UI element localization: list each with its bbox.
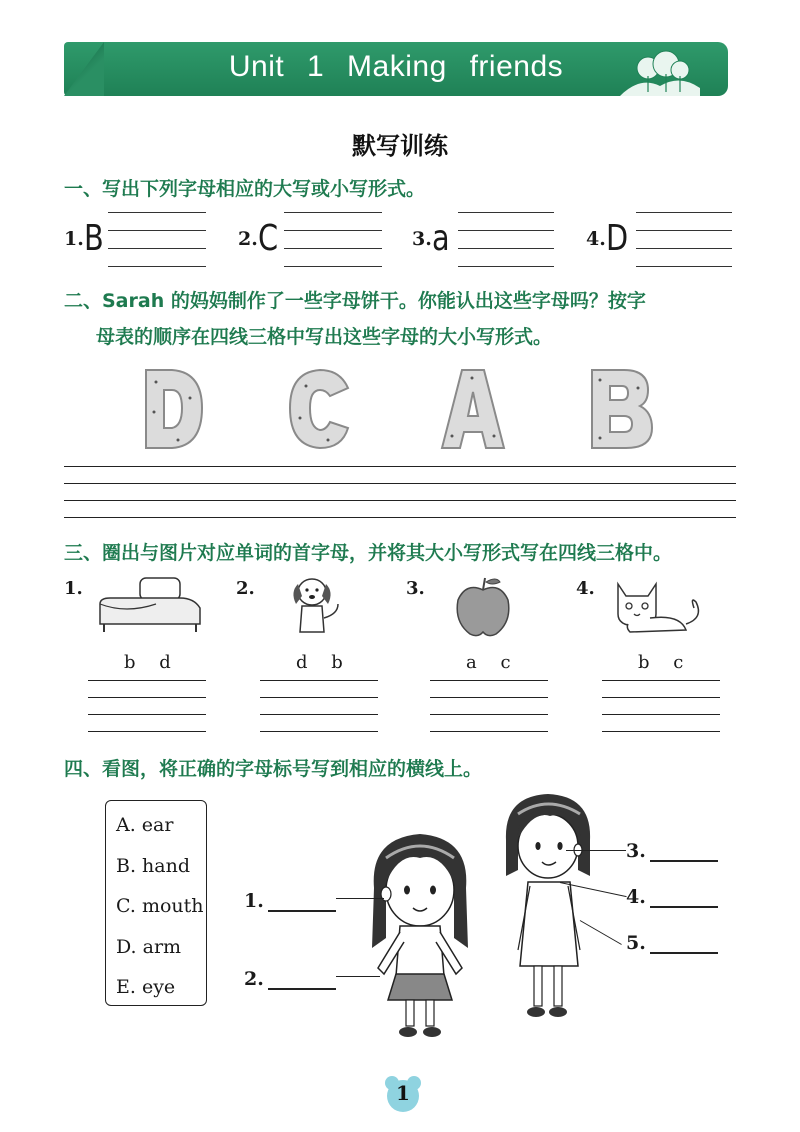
option-arm: D. arm xyxy=(116,935,182,958)
apple-icon xyxy=(452,574,514,638)
blank-label-4: 4. xyxy=(626,886,646,908)
unit-title: Unit 1 Making friends xyxy=(228,50,564,83)
writing-lines[interactable] xyxy=(636,212,732,266)
answer-blank-5[interactable] xyxy=(650,952,718,954)
pointer-line-2 xyxy=(336,976,380,977)
cookie-letter-c-icon xyxy=(284,362,354,454)
page-number-badge xyxy=(383,1074,423,1114)
option-mouth: C. mouth xyxy=(116,895,204,917)
section4-title: 四、看图，将正确的字母标号写到相应的横线上。 xyxy=(64,758,483,780)
section2-title-line1: 二、Sarah 的妈妈制作了一些字母饼干。你能认出这些字母吗？按字 xyxy=(64,290,646,312)
given-letter: C xyxy=(258,218,278,259)
item-number: 2. xyxy=(238,228,258,250)
answer-blank-2[interactable] xyxy=(268,988,336,990)
cookie-letter-a-icon xyxy=(438,362,508,454)
item-number: 3. xyxy=(412,228,432,250)
item-number: 2. xyxy=(236,578,255,599)
cookie-letter-d-icon xyxy=(138,362,208,454)
writing-lines[interactable] xyxy=(88,680,206,732)
page-heading: 默写训练 xyxy=(352,132,448,160)
section2-title-line2: 母表的顺序在四线三格中写出这些字母的大小写形式。 xyxy=(96,326,553,348)
section1-item xyxy=(586,208,736,272)
letter-choices[interactable]: b d xyxy=(124,652,171,673)
writing-lines-wide[interactable] xyxy=(64,466,736,518)
cookie-letter-b-icon xyxy=(586,362,656,454)
section1-title: 一、写出下列字母相应的大写或小写形式。 xyxy=(64,178,426,200)
section1-item xyxy=(64,208,214,272)
given-letter: B xyxy=(84,218,103,259)
option-ear: A. ear xyxy=(116,814,174,836)
item-number: 1. xyxy=(64,228,84,250)
writing-lines[interactable] xyxy=(430,680,548,732)
section1-item xyxy=(238,208,388,272)
answer-blank-1[interactable] xyxy=(268,910,336,912)
answer-blank-3[interactable] xyxy=(650,860,718,862)
option-hand: B. hand xyxy=(116,854,191,877)
writing-lines[interactable] xyxy=(602,680,720,732)
section1-item xyxy=(412,208,562,272)
dog-icon xyxy=(288,574,344,638)
item-number: 4. xyxy=(586,228,606,250)
word-options-box xyxy=(105,800,207,1006)
blank-label-2: 2. xyxy=(244,968,264,990)
bed-icon xyxy=(96,574,206,636)
trees-icon xyxy=(620,46,700,96)
writing-lines[interactable] xyxy=(260,680,378,732)
blank-label-5: 5. xyxy=(626,932,646,954)
section3-title: 三、圈出与图片对应单词的首字母，并将其大小写形式写在四线三格中。 xyxy=(64,542,673,564)
answer-blank-4[interactable] xyxy=(650,906,718,908)
cat-icon xyxy=(610,574,706,638)
blank-label-1: 1. xyxy=(244,890,264,912)
unit-banner xyxy=(64,42,728,96)
page-number: 1 xyxy=(396,1081,410,1105)
writing-lines[interactable] xyxy=(284,212,382,266)
item-number: 1. xyxy=(64,578,83,599)
item-number: 3. xyxy=(406,578,425,599)
letter-choices[interactable]: a c xyxy=(466,652,511,673)
option-eye: E. eye xyxy=(116,976,176,998)
girl-side-illustration xyxy=(498,790,598,1030)
letter-choices[interactable]: b c xyxy=(638,652,684,673)
given-letter: a xyxy=(432,218,449,259)
pointer-line-1 xyxy=(336,898,384,899)
given-letter: D xyxy=(606,218,628,259)
pointer-line-3 xyxy=(566,850,626,851)
blank-label-3: 3. xyxy=(626,840,646,862)
letter-choices[interactable]: d b xyxy=(296,652,343,673)
writing-lines[interactable] xyxy=(458,212,554,266)
writing-lines[interactable] xyxy=(108,212,206,266)
item-number: 4. xyxy=(576,578,595,599)
girl-front-illustration xyxy=(360,828,480,1040)
